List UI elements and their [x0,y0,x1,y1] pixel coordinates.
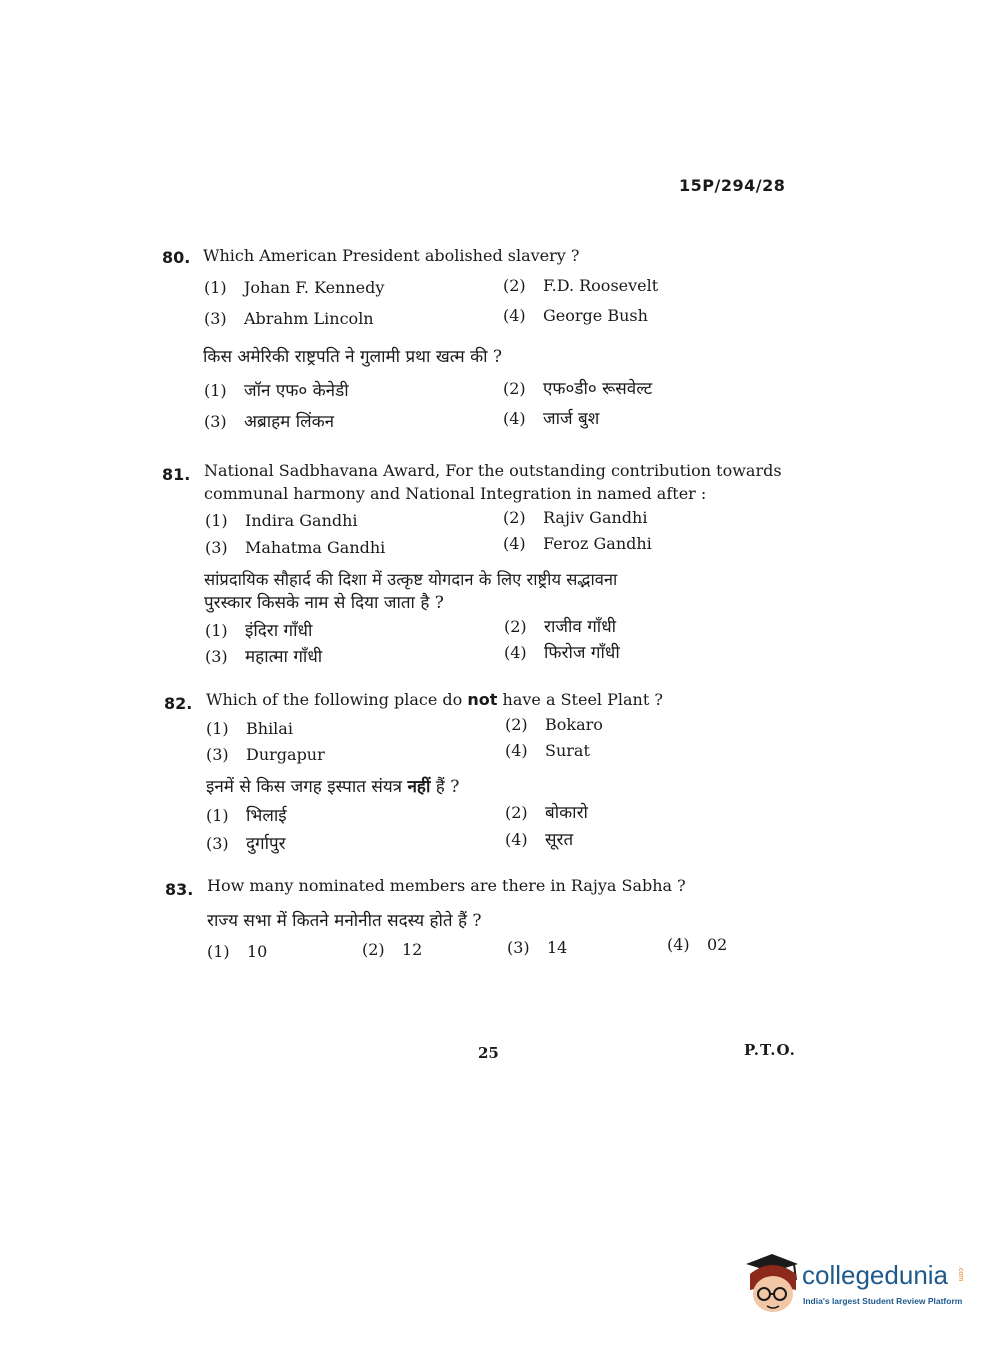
question-text-hi-line1: सांप्रदायिक सौहार्द की दिशा में उत्कृष्ट योगदान के लिए राष्ट्रीय सद्भावना [204,570,618,589]
option-en-4: (4) George Bush [503,306,648,325]
option-hi-4: (4) जार्ज बुश [503,409,600,429]
option-en-2: (2) Bokaro [505,715,603,734]
option-1: (1) 10 [207,942,268,961]
question-number: 83. [165,880,194,899]
option-3: (3) 14 [507,938,568,957]
question-text-hi-line2: पुरस्कार किसके नाम से दिया जाता है ? [204,593,444,613]
option-en-2: (2) Rajiv Gandhi [503,508,648,527]
option-hi-2: (2) एफ०डी० रूसवेल्ट [503,379,653,399]
option-2: (2) 12 [362,940,423,959]
option-hi-4: (4) फिरोज गाँधी [504,643,620,663]
option-en-1: (1) Johan F. Kennedy [204,278,385,297]
question-number: 81. [162,465,191,484]
question-text-en: Which of the following place do not have a Steel Plant ? [206,690,663,709]
option-hi-1: (1) जॉन एफ० केनेडी [204,381,349,401]
option-en-1: (1) Indira Gandhi [205,511,358,530]
pto-label: P.T.O. [744,1041,796,1059]
option-hi-1: (1) इंदिरा गाँधी [205,621,313,641]
brand-tagline: India's largest Student Review Platform [803,1296,963,1306]
question-text-en: How many nominated members are there in Rajya Sabha ? [207,876,686,895]
option-hi-1: (1) भिलाई [206,806,287,826]
brand-suffix: .com [957,1266,964,1282]
question-text-hi: राज्य सभा में कितने मनोनीत सदस्य होते हैं ? [207,911,482,931]
option-hi-3: (3) दुर्गापुर [206,834,286,854]
page-number: 25 [478,1044,499,1062]
option-hi-3: (3) अब्राहम लिंकन [204,412,335,432]
option-hi-2: (2) राजीव गाँधी [504,617,617,637]
option-hi-4: (4) सूरत [505,830,574,850]
question-text-hi: किस अमेरिकी राष्ट्रपति ने गुलामी प्रथा खत्म की ? [203,347,503,367]
option-en-4: (4) Surat [505,741,590,760]
brand-name: collegedunia [802,1260,949,1290]
option-en-4: (4) Feroz Gandhi [503,534,652,553]
question-text-en-line1: National Sadbhavana Award, For the outstanding contribution towards [204,461,782,480]
option-en-1: (1) Bhilai [206,719,293,738]
mascot-icon [742,1250,802,1320]
question-text-hi: इनमें से किस जगह इस्पात संयत्र नहीं हैं ? [206,777,460,797]
option-en-2: (2) F.D. Roosevelt [503,276,659,295]
question-number: 82. [164,694,193,713]
option-4: (4) 02 [667,935,728,954]
paper-code: 15P/294/28 [679,176,786,195]
option-en-3: (3) Mahatma Gandhi [205,538,386,557]
question-text-en-line2: communal harmony and National Integration in named after : [204,484,707,503]
question-text-en: Which American President abolished slavery ? [203,246,580,265]
option-hi-3: (3) महात्मा गाँधी [205,647,323,667]
option-hi-2: (2) बोकारो [505,803,588,823]
option-en-3: (3) Durgapur [206,745,325,764]
option-en-3: (3) Abrahm Lincoln [204,309,374,328]
collegedunia-watermark [742,1250,972,1320]
question-number: 80. [162,248,191,267]
